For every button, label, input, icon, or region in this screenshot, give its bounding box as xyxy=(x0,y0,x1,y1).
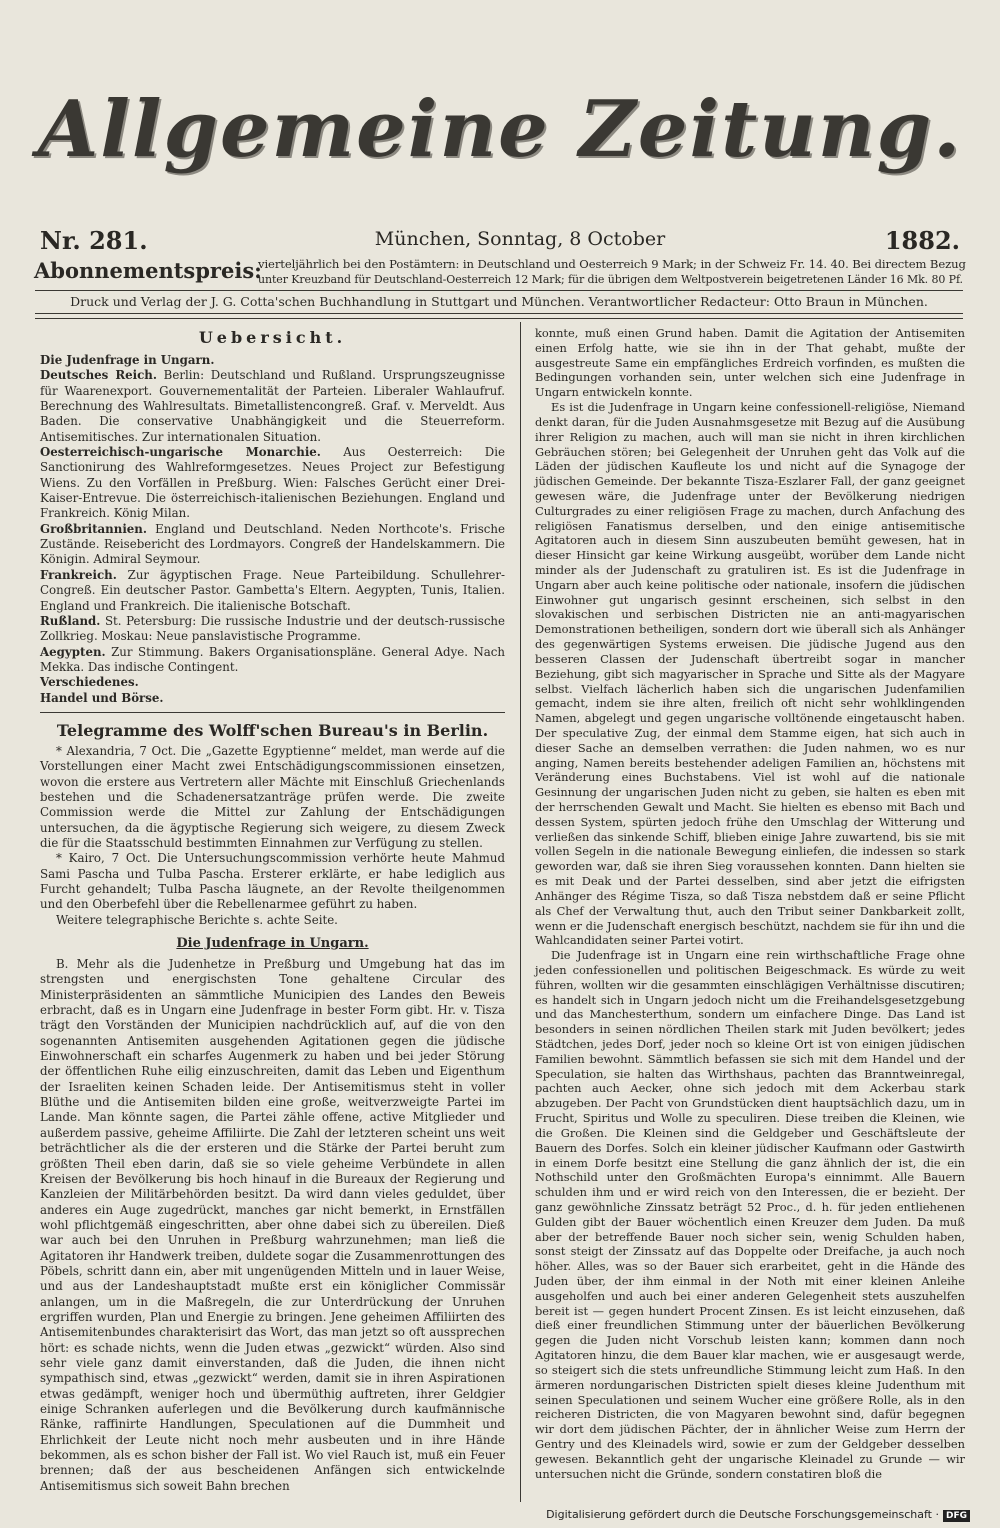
dateline: München, Sonntag, 8 October xyxy=(374,228,666,250)
section-rule xyxy=(40,712,505,713)
right-column xyxy=(535,326,965,1481)
column-divider xyxy=(520,322,521,1502)
footer-text: Digitalisierung gefördert durch die Deutsche Forschungsgemeinschaft · xyxy=(546,1508,939,1521)
overview-entry: Deutsches Reich. Berlin: Deutschland und Rußland. Ursprungszeugnisse für Waarenexport. Gouvernementalität der Parteien. Liberaler Wahlaufruf. Berechnung des Wahlresultats. Bimetallistencongreß. Graf. v. Merveldt. Aus Baden. Die conservative Unabhängigkeit und die Steuerreform. Antisemitisches. Zur internationalen Situation. xyxy=(40,368,505,444)
issue-number: Nr. 281. xyxy=(40,226,148,255)
article-paragraph: Die Judenfrage ist in Ungarn eine rein wirthschaftliche Frage ohne jeden confessionellen und politischen Beigeschmack. Es würde zu weit führen, wollten wir die gesammten einschlägigen Verhältnisse discutiren; es handelt sich in Ungarn jedoch nicht um die Freihandelsgesetzgebung und das Manchesterthum, sondern um einfachere Dinge. Das Land ist besonders in seinen nördlichen Theilen stark mit Juden bevölkert; jedes Städtchen, jedes Dorf, jeder noch so kleine Ort ist von einigen jüdischen Familien bewohnt. Sämmtlich befassen sie sich mit dem Handel und der Speculation, sie halten das Wirthshaus, pachten das Branntweinregal, pachten auch Aecker, ohne sich jedoch mit dem Ackerbau stark abzugeben. Der Pacht von Grundstücken dient hauptsächlich dazu, um in Frucht, Spiritus und Wolle zu speculiren. Diese treiben die Kleinen, wie die Großen. Die Kleinen sind die Geldgeber und Geschäftsleute der Bauern des Dorfes. Solch ein kleiner jüdischer Kaufmann oder Gastwirth in einem Dorfe besitzt eine Stellung die ganz ähnlich der ist, die ein Nothschild unter den Großmächten Europa's einnimmt. Alle Bauern schulden ihm und er wird reich von den Interessen, die er bezieht. Der ganz gewöhnliche Zinssatz beträgt 52 Proc., d. h. für jeden entliehenen Gulden gibt der Bauer wöchentlich einen Kreuzer dem Juden. Da muß aber der betreffende Bauer noch sicher sein, wenig Schulden haben, sonst steigt der Zinssatz auf das Doppelte oder Dreifache, ja auch noch höher. Alles, was so der Bauer sich erarbeitet, geht in die Hände des Juden über, der ihm einmal in der Noth mit einer kleinen Anleihe ausgeholfen und auch bei einer anderen Gelegenheit stets auszuhelfen bereit ist — gegen hundert Procent Zinsen. Es ist leicht einzusehen, daß dieß einer freundlichen Stimmung unter der bäuerlichen Bevölkerung gegen die Juden nicht Vorschub leisten kann; kommen dann noch Agitatoren hinzu, die dem Bauer klar machen, wie er ausgesaugt werde, so steigert sich die stets unfreundliche Stimmung leicht zum Haß. In den ärmeren nordungarischen Districten spielt dieses kleine Judenthum mit seinen Speculationen und seinem Wucher eine größere Rolle, als in den reicheren Districten, die von Magyaren bewohnt sind, dafür begegnen wir dort dem jüdischen Pächter, der in ähnlicher Weise zum Herrn der Gentry und des Kleinadels wird, sowie er zum der Geldgeber desselben gewesen. Bekanntlich geht der ungarische Kleinadel zu Grunde — wir untersuchen nicht die Gründe, sondern constatiren bloß die xyxy=(535,948,965,1481)
telegram-note: Weitere telegraphische Berichte s. achte Seite. xyxy=(56,912,338,927)
left-column xyxy=(40,326,505,1494)
subscription-line-1: vierteljährlich bei den Postämtern: in Deutschland und Oesterreich 9 Mark; in der Schweiz Fr. 14. 40. Bei directem Bezug xyxy=(258,257,966,271)
article-paragraph: konnte, muß einen Grund haben. Damit die Agitation der Antisemiten einen Erfolg hatte, wie sie ihn in der That gehabt, mußte der ausgestreute Same ein empfängliches Erdreich vorfinden, es mußten die Bedingungen vorhanden sein, unter welchen sich eine Judenfrage in Ungarn entwickeln konnte. xyxy=(535,326,965,400)
overview-entry: Handel und Börse. xyxy=(40,690,164,705)
telegram-alexandria: * Alexandria, 7 Oct. Die „Gazette Egyptienne“ meldet, man werde auf die Vorstellungen einer Macht zwei Entschädigungscommissionen einsetzen, wovon die erstere aus Vertretern aller Mächte mit Einschluß Griechenlands bestehen und die Schadenersatzanträge prüfen werde. Die zweite Commission werde die Mittel zur Zahlung der Entschädigungen untersuchen, da die ägyptische Regierung sich weigere, zu diesem Zweck die für die Staatsschuld bestimmten Einnahmen zur Verfügung zu stellen. xyxy=(40,743,505,850)
rule-imprint xyxy=(35,313,963,314)
overview-list xyxy=(40,353,505,706)
overview-entry: Oesterreichisch-ungarische Monarchie. Aus Oesterreich: Die Sanctionirung des Wahlreformgesetzes. Neues Project zur Befestigung Wiens. Zu den Vorfällen in Preßburg. Wien: Falsches Gerücht einer Drei-Kaiser-Entrevue. Die österreichisch-italienischen Beziehungen. England und Frankreich. König Milan. xyxy=(40,445,506,521)
subscription-title: Abonnementspreis: xyxy=(34,258,262,283)
masthead-title: Allgemeine Zeitung. xyxy=(37,84,963,175)
article-title: Die Judenfrage in Ungarn. xyxy=(176,936,369,952)
telegrams-title: Telegramme des Wolff'schen Bureau's in Berlin. xyxy=(56,720,489,740)
telegram-kairo: * Kairo, 7 Oct. Die Untersuchungscommission verhörte heute Mahmud Sami Pascha und Tulba Pascha. Ersterer erklärte, er habe lediglich aus Furcht gehandelt; Tulba Pascha läugnete, an der Revolte theilgenommen und den Oberbefehl über die Rebellenarmee geführt zu haben. xyxy=(40,851,505,912)
article-paragraph: Es ist die Judenfrage in Ungarn keine confessionell-religiöse, Niemand denkt daran, für die Juden Ausnahmsgesetze mit Bezug auf die Ausübung ihrer Religion zu machen, auch will man sie nicht in ihren kirchlichen Gebräuchen stören; bei Gelegenheit der Unruhen geht das Volk auf die Läden der jüdischen Kaufleute los und nicht auf die Synagoge der jüdischen Gemeinde. Der bekannte Tisza-Eszlarer Fall, der ganz geeignet gewesen wäre, die Judenfrage unter der Bevölkerung niedrigen Culturgrades zu einer religiösen Frage zu machen, durch Anfachung des religiösen Fanatismus derselben, und den einige antisemitische Agitatoren auch in diesem Sinn auszubeuten bemüht gewesen, hat in dieser Hinsicht gar keine Wirkung ausgeübt, worüber dem Lande nicht minder als der Judenschaft zu gratuliren ist. Es ist die Judenfrage in Ungarn aber auch keine politische oder nationale, insofern die jüdischen Einwohner gut ungarisch gesinnt erscheinen, sich selbst in den slovakischen und serbischen Districten nie an anti-magyarischen Demonstrationen betheiligen, sondern dort wie überall sich als Anhänger des gegenwärtigen Systems erweisen. Die jüdische Jugend aus den besseren Classen der Judenschaft übertreibt sogar in mancher Beziehung, gibt sich magyarischer in Sprache und Sitte als der Magyare selbst. Vielfach lächerlich haben sich die ungarischen Judenfamilien gemacht, indem sie ihre alten, freilich oft nicht sehr wohlklingenden Namen, abgelegt und gegen ungarische volltönende eingetauscht haben. Der speculative Zug, der einmal dem Stamme eigen, hat sich auch in dieser Sache an demselben verrathen: die Juden nahmen, wo es nur anging, Namen bereits bestehender adeligen Familien an, höchstens mit Veränderung eines Buchstabens. Viel ist wohl auf die nationale Gesinnung der ungarischen Juden nicht zu geben, sie halten es eben mit der herrschenden Gewalt und Macht. Sie hielten es ebenso mit Bach und dessen System, spürten jedoch frühe den Umschlag der Witterung und verließen das sinkende Schiff, blieben einige Jahre zuwartend, bis sie mit vollen Segeln in die nationale Bewegung einliefen, die indessen so stark geworden war, daß sie ihren Sieg voraussehen konnten. Dann hielten sie es mit Deak und der Partei desselben, sind aber jetzt die eifrigsten Anhänger des Régime Tisza, so daß Tisza nebstdem daß er seine Pflicht als Chef der Verwaltung thut, auch den Tribut seiner Dankbarkeit zollt, wenn er die Judenschaft energisch beschützt, nachdem sie für ihn und die Wahlcandidaten seiner Partei votirt. xyxy=(535,400,965,948)
footer-credit xyxy=(546,1508,970,1522)
overview-entry: Rußland. St. Petersburg: Die russische Industrie und der deutsch-russische Zollkrieg. Moskau: Neue panslavistische Programme. xyxy=(40,613,506,644)
rule-top xyxy=(35,290,963,291)
issue-year: 1882. xyxy=(884,226,960,255)
subscription-line-2: unter Kreuzband für Deutschland-Oesterreich 12 Mark; für die übrigen dem Weltpostverein beigetretenen Länder 16 Mk. 80 Pf. xyxy=(258,273,963,286)
overview-entry: Großbritannien. England und Deutschland. Neden Northcote's. Frische Zustände. Reisebericht des Lordmayors. Congreß der Handelskammern. Die Königin. Admiral Seymour. xyxy=(40,521,505,567)
overview-entry: Verschiedenes. xyxy=(40,675,139,690)
imprint-line: Druck und Verlag der J. G. Cotta'schen Buchhandlung in Stuttgart und München. Verantwortlicher Redacteur: Otto Braun in München. xyxy=(70,294,928,309)
overview-entry: Aegypten. Zur Stimmung. Bakers Organisationspläne. General Adye. Nach Mekka. Das indische Contingent. xyxy=(40,644,506,674)
overview-entry: Die Judenfrage in Ungarn. xyxy=(40,353,215,367)
overview-entry: Frankreich. Zur ägyptischen Frage. Neue Parteibildung. Schullehrer-Congreß. Ein deutscher Pastor. Gambetta's Eltern. Aegypten, Tunis, Italien. England und Frankreich. Die italienische Botschaft. xyxy=(40,567,505,613)
rule-imprint-double xyxy=(35,318,963,319)
article-paragraph-left: B. Mehr als die Judenhetze in Preßburg und Umgebung hat das im strengsten und energischsten Tone gehaltene Circular des Ministerpräsidenten an sämmtliche Municipien des Landes den Beweis erbracht, daß es in Ungarn eine Judenfrage in bester Form gibt. Hr. v. Tisza trägt den Vorständen der Municipien nachdrücklich auf, auf die von den sogenannten Antisemiten ausgehenden Agitationen gegen die jüdische Einwohnerschaft ein scharfes Augenmerk zu haben und bei jeder Störung der öffentlichen Ruhe eilig einzuschreiten, damit das Leben und Eigenthum der Israeliten keinen Schaden leide. Der Antisemitismus steht in voller Blüthe und die Antisemiten bilden eine große, weitverzweigte Partei im Lande. Man könnte sagen, die Partei zähle offene, active Mitglieder und außerdem passive, geheime Affiliirte. Die Zahl der letzteren scheint uns weit beträchtlicher als die der ersteren und die Stärke der Partei beruht zum größten Theil eben darin, daß sie so viele geheime Verbündete in allen Kreisen der Bevölkerung bis hoch hinauf in die Bureaux der Regierung und Kanzleien der Militärbehörden besitzt. Da wird dann vieles geduldet, über anderes ein Auge zugedrückt, manches gar nicht bemerkt, in Ernstfällen wohl pflichtgemäß eingeschritten, aber ohne dabei sich zu übereilen. Dieß war auch bei den Unruhen in Preßburg wahrzunehmen; man ließ die Agitatoren ihr Handwerk treiben, duldete sogar die Zusammenrottungen des Pöbels, schritt dann ein, aber mit ungenügenden Mitteln und in lauer Weise, und aus der Landeshauptstadt mußte erst ein königlicher Commissär anlangen, um in die Maßregeln, die zur Unterdrückung der Unruhen ergriffen wurden, Plan und Energie zu bringen. Jene geheimen Affiliirten des Antisemitenbundes charakterisirt das Wort, das man jetzt so oft aussprechen hört: es schade nichts, wenn die Juden etwas „gezwickt“ würden. Also sind sehr viele ganz damit einverstanden, daß die Juden, die ihnen nicht sympathisch sind, etwas „gezwickt“ werden, damit sie in ihren Aspirationen etwas gedämpft, weniger hoch und übermüthig auftreten, ihrer Geldgier einige Schranken auferlegen und die Bevölkerung durch kaufmännische Ränke, raffinirte Handlungen, Speculationen auf die Dummheit und Ehrlichkeit der Leute nicht noch mehr ausbeuten und in ihre Hände bekommen, als es schon bisher der Fall ist. Wo viel Rauch ist, muß ein Feuer brennen; daß der aus bescheidenen Anfängen sich entwickelnde Antisemitismus sich soweit Bahn brechen xyxy=(40,957,505,1493)
dfg-logo: DFG xyxy=(943,1510,970,1522)
overview-title: Uebersicht. xyxy=(198,328,347,347)
